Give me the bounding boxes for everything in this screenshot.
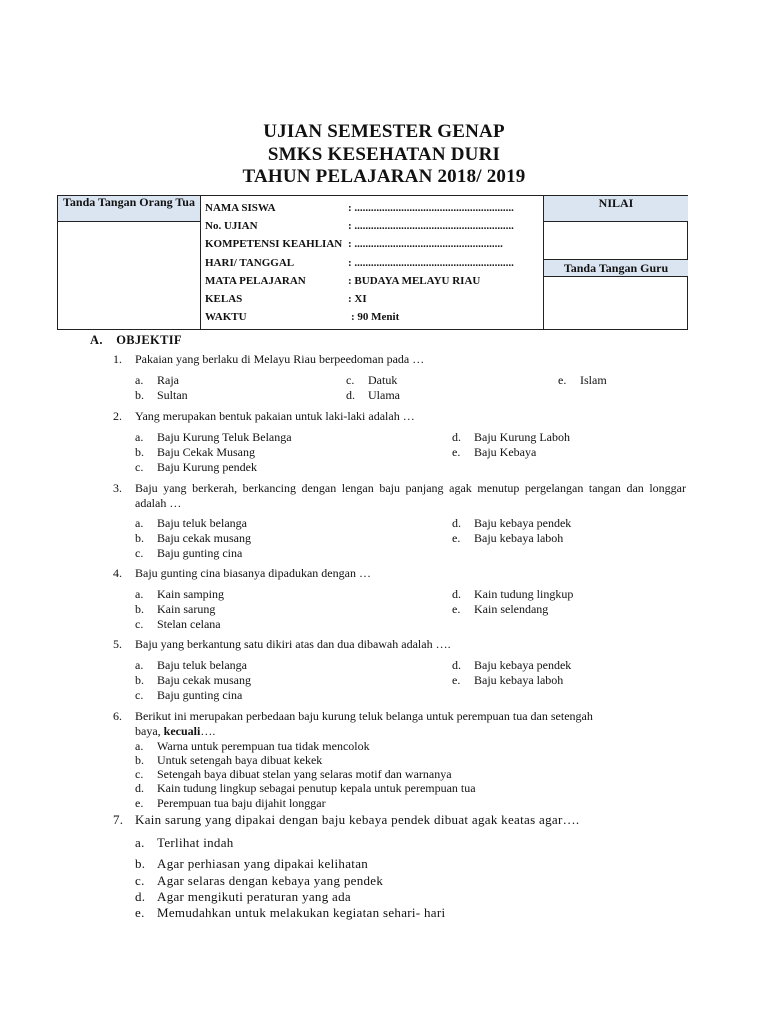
option-letter: a. [135, 835, 145, 850]
option-letter: d. [346, 388, 355, 402]
option-letter: c. [135, 617, 144, 631]
question-text: Baju yang berkerah, berkancing dengan lengan baju panjang agak menutup pergelangan tangan dan longgar adalah … [135, 481, 686, 510]
question-text: Baju yang berkantung satu dikiri atas dan dua dibawah adalah …. [135, 637, 451, 651]
field-value[interactable]: : .......................................................... [348, 257, 514, 269]
option-text: Baju Cekak Musang [157, 445, 255, 459]
question-text: Yang merupakan bentuk pakaian untuk laki-laki adalah … [135, 409, 415, 423]
grade-label: NILAI [544, 196, 688, 222]
teacher-signature-label: Tanda Tangan Guru [544, 260, 688, 277]
option-letter: c. [135, 767, 144, 781]
question-text: Pakaian yang berlaku di Melayu Riau berpeedoman pada … [135, 352, 425, 366]
option-letter: b. [135, 753, 144, 767]
option-letter: e. [452, 445, 461, 459]
option-letter: b. [135, 856, 146, 871]
field-label: MATA PELAJARAN [205, 275, 306, 287]
option-text: Baju teluk belanga [157, 516, 247, 530]
option-letter: a. [135, 587, 144, 601]
option-letter: b. [135, 602, 144, 616]
field-label: NAMA SISWA [205, 202, 276, 214]
field-label: WAKTU [205, 311, 247, 323]
question-number: 1. [113, 352, 122, 366]
field-label: KELAS [205, 293, 243, 305]
option-text: Terlihat indah [157, 835, 234, 850]
option-text: Kain samping [157, 587, 224, 601]
option-letter: c. [346, 373, 355, 387]
option-letter: d. [452, 516, 461, 530]
question-text-pre: baya, [135, 724, 164, 738]
question-text-line1: Berikut ini merupakan perbedaan baju kurung teluk belanga untuk perempuan tua dan setengah [135, 709, 593, 723]
option-text: Baju Kurung Teluk Belanga [157, 430, 292, 444]
option-text: Baju Kurung Laboh [474, 430, 570, 444]
option-text: Perempuan tua baju dijahit longgar [157, 796, 326, 810]
option-text: Setengah baya dibuat stelan yang selaras motif dan warnanya [157, 767, 452, 781]
option-text: Baju kebaya pendek [474, 516, 572, 530]
option-letter: b. [135, 445, 144, 459]
option-text: Kain tudung lingkup sebagai penutup kepala untuk perempuan tua [157, 781, 476, 795]
option-letter: e. [452, 602, 461, 616]
question-number: 3. [113, 481, 122, 495]
question-keyword: kecuali [163, 724, 201, 738]
option-text: Baju gunting cina [157, 546, 243, 560]
grade-field[interactable] [544, 222, 688, 260]
section-heading [90, 333, 182, 348]
option-letter: c. [135, 460, 144, 474]
parent-signature-column [58, 196, 201, 329]
option-letter: b. [135, 388, 144, 402]
option-text: Baju gunting cina [157, 688, 243, 702]
question-number: 7. [113, 812, 124, 827]
question-number: 6. [113, 709, 122, 723]
option-letter: c. [135, 873, 145, 888]
option-letter: d. [452, 587, 461, 601]
question-text: Baju gunting cina biasanya dipadukan dengan … [135, 566, 371, 580]
option-text: Agar selaras dengan kebaya yang pendek [157, 873, 384, 888]
parent-signature-label: Tanda Tangan Orang Tua [58, 196, 200, 222]
option-letter: e. [452, 673, 461, 687]
option-letter: b. [135, 531, 144, 545]
option-text: Baju kebaya pendek [474, 658, 572, 672]
option-text: Kain selendang [474, 602, 549, 616]
field-label: No. UJIAN [205, 220, 258, 232]
option-text: Ulama [368, 388, 400, 402]
field-value[interactable]: : .......................................................... [348, 202, 514, 214]
option-text: Kain sarung [157, 602, 216, 616]
option-text: Agar mengikuti peraturan yang ada [157, 889, 351, 904]
option-text: Agar perhiasan yang dipakai kelihatan [157, 856, 369, 871]
exam-title: UJIAN SEMESTER GENAP [263, 121, 505, 142]
option-letter: d. [452, 430, 461, 444]
option-text: Baju kebaya laboh [474, 673, 564, 687]
grade-column [543, 196, 688, 329]
option-text: Islam [580, 373, 607, 387]
field-label: HARI/ TANGGAL [205, 257, 295, 269]
option-text: Baju teluk belanga [157, 658, 247, 672]
question-number: 4. [113, 566, 122, 580]
option-text: Baju cekak musang [157, 673, 251, 687]
option-letter: a. [135, 373, 144, 387]
option-letter: c. [135, 546, 144, 560]
option-text: Memudahkan untuk melakukan kegiatan sehari- hari [157, 905, 446, 920]
section-letter: A. [90, 333, 103, 347]
field-label: KOMPETENSI KEAHLIAN [205, 238, 343, 250]
option-text: Baju Kebaya [474, 445, 537, 459]
option-text: Stelan celana [157, 617, 221, 631]
field-value: : XI [348, 293, 367, 305]
option-letter: c. [135, 688, 144, 702]
option-text: Raja [157, 373, 179, 387]
question-text-post: …. [200, 724, 216, 738]
question-number: 5. [113, 637, 122, 651]
option-letter: a. [135, 430, 144, 444]
question-text: Kain sarung yang dipakai dengan baju kebaya pendek dibuat agak keatas agar…. [135, 812, 580, 827]
option-letter: d. [135, 781, 144, 795]
field-value: : BUDAYA MELAYU RIAU [348, 275, 481, 287]
question-number: 2. [113, 409, 122, 423]
option-letter: e. [135, 905, 145, 920]
option-text: Datuk [368, 373, 398, 387]
option-letter: e. [452, 531, 461, 545]
school-name: SMKS KESEHATAN DURI [267, 144, 501, 165]
option-text: Baju Kurung pendek [157, 460, 257, 474]
field-value[interactable]: : .......................................................... [348, 220, 514, 232]
option-letter: d. [135, 889, 146, 904]
field-value: : 90 Menit [351, 311, 400, 323]
student-info-box [57, 195, 688, 330]
option-letter: b. [135, 673, 144, 687]
option-text: Kain tudung lingkup [474, 587, 574, 601]
option-text: Untuk setengah baya dibuat kekek [157, 753, 323, 767]
option-text: Baju kebaya laboh [474, 531, 564, 545]
section-title: OBJEKTIF [116, 333, 182, 347]
field-value[interactable]: : ...................................................... [348, 238, 503, 250]
option-letter: e. [135, 796, 144, 810]
option-letter: a. [135, 658, 144, 672]
option-letter: a. [135, 516, 144, 530]
option-text: Sultan [157, 388, 188, 402]
option-letter: a. [135, 739, 144, 753]
option-letter: e. [558, 373, 567, 387]
academic-year: TAHUN PELAJARAN 2018/ 2019 [242, 166, 526, 187]
option-text: Baju cekak musang [157, 531, 251, 545]
option-text: Warna untuk perempuan tua tidak mencolok [157, 739, 370, 753]
option-letter: d. [452, 658, 461, 672]
